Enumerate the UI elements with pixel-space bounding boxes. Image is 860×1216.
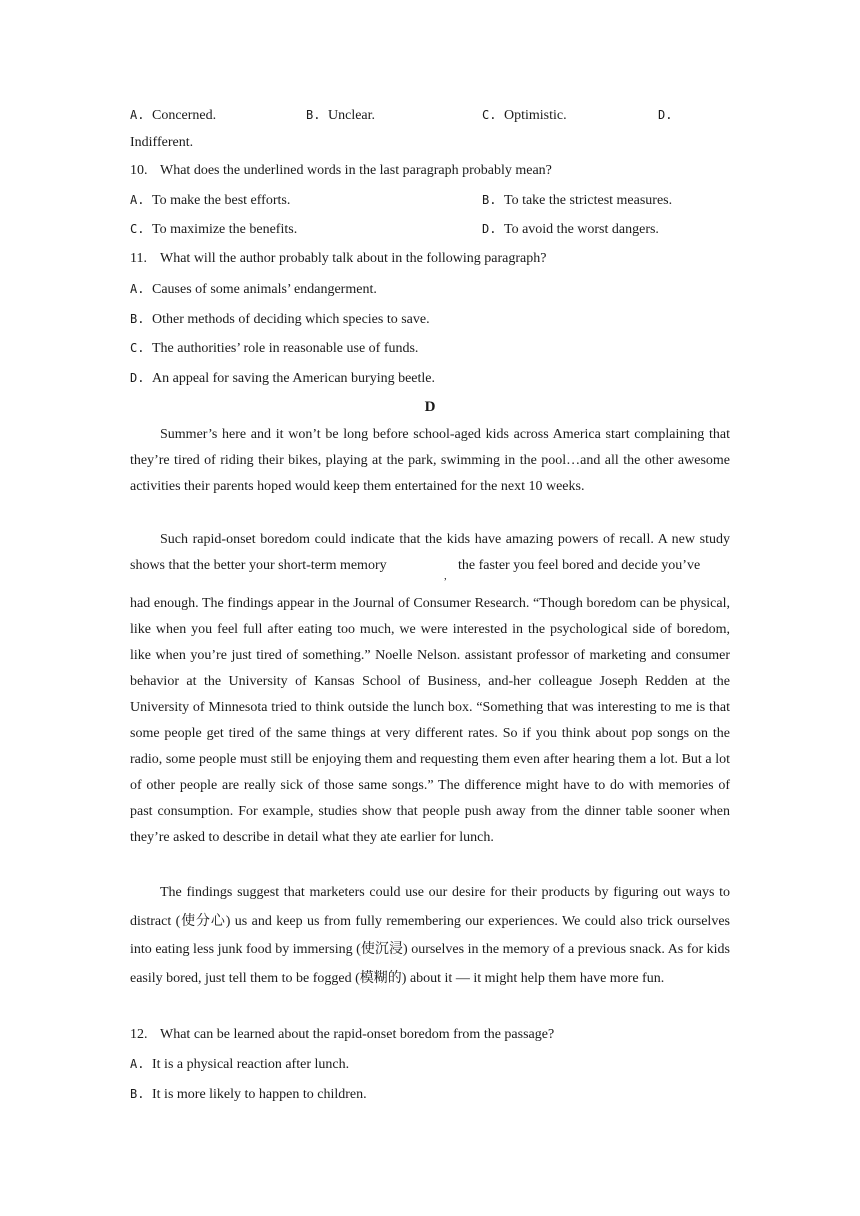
q10-question	[130, 162, 552, 180]
q10-option-d	[482, 220, 659, 239]
passage-paragraph-1: Summer’s here and it won’t be long before school-aged kids across America start complaining that they’re tired of riding their bikes, playing at the park, swimming in the pool…and all the other awesome activities their parents hoped would keep them entertained for the next 10 weeks.	[130, 427, 730, 494]
question-number: 10.	[130, 163, 148, 178]
option-letter: B.	[306, 108, 321, 122]
option-text: An appeal for saving the American burying beetle.	[152, 371, 436, 386]
option-letter: B.	[130, 312, 145, 326]
option-letter: A.	[130, 282, 145, 296]
question-text: What can be learned about the rapid-onset boredom from the passage?	[160, 1027, 555, 1042]
option-text: Unclear.	[328, 108, 376, 123]
q12-option-b	[130, 1085, 367, 1104]
option-text: Causes of some animals’ endangerment.	[152, 282, 377, 297]
option-text: The authorities’ role in reasonable use of funds.	[152, 341, 419, 356]
option-text: To maximize the benefits.	[152, 222, 298, 237]
q9-option-d-letter	[658, 106, 680, 125]
question-number: 11.	[130, 251, 147, 266]
q9-option-c	[482, 106, 567, 125]
passage-paragraph-3: The findings suggest that marketers could use our desire for their products by figuring out ways to distract (使分心) us and keep us from fully remembering our experiences. We could also trick ourselves into eating less junk food by immersing (使沉浸) ourselves in the memory of a previous snack. As for kids easily bored, just tell them to be fogged (模糊的) about it — it might help them have more fun.	[130, 885, 730, 986]
q12-option-a	[130, 1055, 349, 1074]
question-text: What will the author probably talk about in the following paragraph?	[160, 251, 547, 266]
option-text: Other methods of deciding which species to save.	[152, 312, 430, 327]
option-text: To make the best efforts.	[152, 193, 291, 208]
q11-option-a	[130, 280, 377, 299]
question-text: What does the underlined words in the last paragraph probably mean?	[160, 163, 552, 178]
q12-question	[130, 1026, 554, 1044]
q9-option-a	[130, 106, 216, 125]
option-letter: B.	[482, 193, 497, 207]
option-letter: D.	[658, 108, 673, 122]
q11-option-d	[130, 369, 435, 388]
option-text: To avoid the worst dangers.	[504, 222, 659, 237]
option-letter: C.	[130, 341, 145, 355]
option-letter: C.	[130, 222, 145, 236]
q10-option-b	[482, 191, 672, 210]
passage-paragraph-2-continue: the faster you feel bored and decide you’ve	[458, 558, 701, 573]
passage-paragraph-2-start: Such rapid-onset boredom could indicate that the kids have amazing powers of recall. A new study shows that the better your short-term memory	[130, 532, 730, 573]
q9-option-b	[306, 106, 375, 125]
option-letter: A.	[130, 193, 145, 207]
option-text: Optimistic.	[504, 108, 567, 123]
q11-option-b	[130, 310, 430, 329]
option-letter: C.	[482, 108, 497, 122]
option-letter: D.	[130, 371, 145, 385]
q11-question	[130, 250, 546, 268]
passage-paragraph-2-body: had enough. The findings appear in the Journal of Consumer Research. “Though boredom can be physical, like when you feel full after eating too much, we were interested in the psychological side of boredom, like when you’re just tired of something.” Noelle Nelson. assistant professor of marketing and consumer behavior at the University of Kansas School of Business, and-her colleague Joseph Redden at the University of Minnesota tried to think outside the lunch box. “Something that was interesting to me is that some people get tired of the same things at very different rates. So if you think about pop songs on the radio, some people must still be enjoying them and requesting them even after hearing them a lot. But a lot of other people are really sick of those same songs.” The difference might have to do with memories of past consumption. For example, studies show that people push away from the dinner table sooner when they’re asked to describe in detail what they ate earlier for lunch.	[130, 596, 730, 845]
stray-comma: ,	[444, 570, 447, 582]
option-letter: A.	[130, 108, 145, 122]
passage-heading: D	[424, 399, 436, 415]
option-letter: D.	[482, 222, 497, 236]
q10-option-c	[130, 220, 297, 239]
question-number: 12.	[130, 1027, 148, 1042]
option-text: To take the strictest measures.	[504, 193, 673, 208]
option-text: It is a physical reaction after lunch.	[152, 1057, 350, 1072]
q9-option-d-text: Indifferent.	[130, 135, 194, 150]
q10-option-a	[130, 191, 290, 210]
option-letter: B.	[130, 1087, 145, 1101]
option-text: It is more likely to happen to children.	[152, 1087, 367, 1102]
option-text: Concerned.	[152, 108, 217, 123]
q11-option-c	[130, 339, 418, 358]
option-letter: A.	[130, 1057, 145, 1071]
